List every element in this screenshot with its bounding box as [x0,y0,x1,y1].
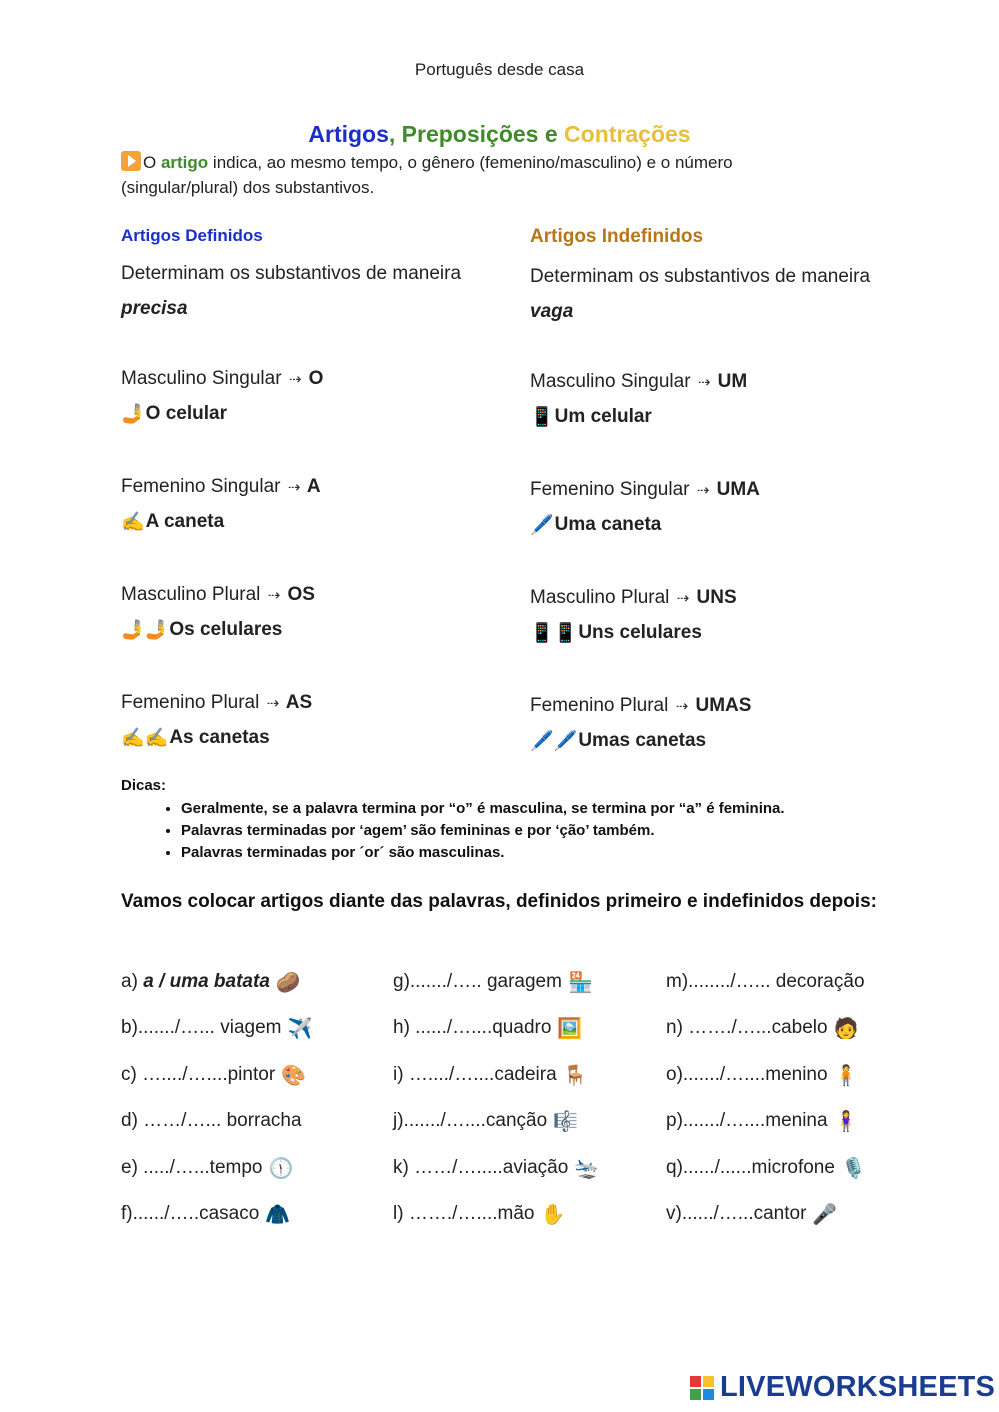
arrow-icon: ⇢ [287,479,301,496]
exercise-icon: 🎨 [281,1064,307,1087]
exercise-row [121,1012,941,1058]
exercise-item [666,1198,837,1231]
exercise-text: f)....../…..casaco [121,1202,260,1224]
exercise-icon: 🎤 [812,1203,838,1226]
indefinido-block [530,472,910,542]
exercise-text: b)......./…... viagem [121,1017,282,1039]
exercise-text: d) ……/…... borracha [121,1110,302,1132]
indefinido-example-icon: 📱📱 [530,623,578,644]
exercise-item [393,1105,578,1138]
title-sep2: e [538,121,565,147]
indefinido-example-icon: 📱 [530,407,554,428]
intro-highlight: artigo [160,153,209,172]
exercise-item [666,1105,858,1138]
definido-article: OS [282,584,315,605]
dica-item: • Palavras terminadas por ‘agem’ são femininas e por ‘ção’ também. [181,820,901,842]
indefinidos-desc-text: Determinam os substantivos de maneira [530,266,871,287]
definido-article: A [302,476,321,497]
indefinido-example-line [530,399,910,434]
exercise-text: i) …..../…....cadeira [393,1063,557,1085]
dicas-list [121,798,901,864]
exercise-icon: 🧍 [833,1064,859,1087]
definido-example-line [121,720,501,755]
definido-label-line [121,577,501,612]
exercise-icon: 🎙️ [840,1157,866,1180]
exercise-text: g)......./….. garagem [393,971,562,992]
indefinido-example-line [530,615,910,650]
intro-text: indica, ao mesmo tempo, o gênero (femenino/masculino) e o número (singular/plural) dos substantivos. [121,153,733,197]
title-artigos: Artigos [308,121,389,147]
exercise-grid [121,966,941,1244]
exercise-icon: ✈️ [287,1018,313,1041]
definido-example: O celular [145,403,227,424]
play-icon [121,151,141,171]
exercise-row [121,1152,941,1198]
exercise-item [393,966,593,999]
exercise-item [666,1012,858,1045]
definidos-desc-text: Determinam os substantivos de maneira [121,263,462,284]
exercise-text: n) ……./…...cabelo [666,1017,828,1039]
definido-example-line [121,504,501,539]
indefinido-article: UMAS [690,695,752,716]
exercise-row [121,1105,941,1151]
indefinido-example-icon: 🖊️🖊️ [530,731,578,752]
indefinido-label-line [530,688,910,723]
indefinidos-column [530,226,910,758]
dicas-section [121,777,901,864]
indefinidos-description [530,259,910,329]
exercise-icon: 🪑 [562,1064,588,1087]
definido-label: Masculino Singular [121,368,287,389]
brand-text: LIVEWORKSHEETS [720,1371,996,1403]
arrow-icon: ⇢ [675,698,689,715]
definido-example-icon: 🤳 [121,404,145,425]
indefinido-example: Uma caneta [554,514,662,535]
indefinido-label-line [530,580,910,615]
indefinido-example: Umas canetas [578,730,707,751]
exercise-icon: 🥔 [275,972,301,994]
indefinido-example-icon: 🖊️ [530,515,554,536]
indefinido-block [530,364,910,434]
arrow-icon: ⇢ [697,374,711,391]
exercise-item [121,1012,312,1045]
indefinido-label-line [530,472,910,507]
indefinido-article: UMA [711,479,760,500]
exercise-icon: ✋ [540,1203,566,1226]
arrow-icon: ⇢ [266,695,280,712]
definido-example-icon: ✍️✍️ [121,728,169,749]
indefinido-block [530,580,910,650]
definido-label-line [121,361,501,396]
exercise-item [393,1059,588,1092]
definido-block [121,361,501,431]
definidos-desc-emph: precisa [121,298,188,319]
exercise-item [393,1012,582,1045]
definido-block [121,685,501,755]
indefinido-label: Femenino Plural [530,695,674,716]
intro-paragraph [121,150,841,200]
exercise-item [393,1152,599,1185]
arrow-icon: ⇢ [288,371,302,388]
exercise-item [393,1198,565,1231]
definido-example-line [121,612,501,647]
example-prefix: a) [121,971,144,992]
definido-label: Femenino Plural [121,692,265,713]
dicas-title: Dicas: [121,777,167,794]
definidos-heading: Artigos Definidos [121,226,263,245]
dica-item: • Geralmente, se a palavra termina por “o” é masculina, se termina por “a” é feminina. [181,798,901,820]
exercise-text: p)......./…....menina [666,1110,828,1132]
exercise-text: j)......./…....canção [393,1110,548,1132]
liveworksheets-brand [688,1370,996,1404]
definidos-column [121,226,501,755]
exercise-icon: 🕦 [268,1157,294,1180]
definido-example: As canetas [169,727,270,748]
exercise-text: k) ……/….....aviação [393,1156,569,1178]
indefinido-label: Femenino Singular [530,479,695,500]
example-answer: a / uma batata [143,971,270,992]
definido-example-icon: ✍️ [121,512,145,533]
title-sep1: , [388,121,402,147]
indefinido-block [530,688,910,758]
exercise-icon: 🛬 [574,1157,600,1180]
definido-label-line [121,685,501,720]
definido-example: A caneta [145,511,225,532]
exercise-text: e) ...../…...tempo [121,1156,263,1178]
definido-label: Masculino Plural [121,584,266,605]
exercise-icon: 🖼️ [557,1018,583,1041]
indefinido-article: UM [712,371,748,392]
exercise-text: o)......./…....menino [666,1063,828,1085]
exercise-icon: 🧑 [833,1018,859,1041]
indefinidos-desc-emph: vaga [530,301,574,322]
exercise-row [121,1198,941,1244]
exercise-icon: 🧥 [265,1203,291,1226]
indefinido-example: Um celular [554,406,652,427]
definido-example-icon: 🤳🤳 [121,620,169,641]
exercise-item [121,1198,290,1231]
definido-block [121,469,501,539]
exercise-item [121,1059,306,1092]
exercise-title: Vamos colocar artigos diante das palavras, definidos primeiro e indefinidos depois: [121,891,877,912]
definido-example-line [121,396,501,431]
liveworksheets-logo-icon [690,1376,714,1400]
indefinido-example-line [530,723,910,758]
exercise-text: m)......../…... decoração [666,971,865,992]
definido-label-line [121,469,501,504]
exercise-text: h) ....../…....quadro [393,1017,552,1039]
exercise-text: q)....../......microfone [666,1156,835,1178]
intro-prefix: O [143,153,161,172]
page-header: Português desde casa [414,60,585,79]
indefinido-label: Masculino Plural [530,587,675,608]
indefinido-article: UNS [691,587,737,608]
exercise-text: c) …..../…....pintor [121,1063,276,1085]
indefinidos-heading: Artigos Indefinidos [530,226,704,247]
definidos-description [121,256,501,326]
exercise-text: v)....../…...cantor [666,1202,807,1224]
exercise-item [666,1152,866,1185]
dica-item: • Palavras terminadas por ´or´ são masculinas. [181,842,901,864]
exercise-icon: 🏪 [567,972,593,994]
indefinido-example: Uns celulares [578,622,702,643]
arrow-icon: ⇢ [676,590,690,607]
exercise-item [666,1059,858,1092]
arrow-icon: ⇢ [267,587,281,604]
arrow-icon: ⇢ [696,482,710,499]
definido-example: Os celulares [169,619,283,640]
exercise-icon: 🧍‍♀️ [833,1111,859,1134]
exercise-text: l) ……./…....mão [393,1202,535,1224]
definido-block [121,577,501,647]
title-contracoes: Contrações [564,121,691,147]
indefinido-label: Masculino Singular [530,371,696,392]
exercise-item [121,1152,293,1185]
definido-article: O [303,368,324,389]
page-title [0,121,999,148]
definido-article: AS [281,692,313,713]
exercise-item [121,966,301,999]
exercise-item [666,966,865,998]
exercise-row [121,1059,941,1105]
indefinido-label-line [530,364,910,399]
indefinido-example-line [530,507,910,542]
definido-label: Femenino Singular [121,476,286,497]
title-preposicoes: Preposições [401,121,539,147]
exercise-item [121,1105,302,1137]
exercise-icon: 🎼 [553,1111,579,1134]
exercise-row [121,966,941,1012]
